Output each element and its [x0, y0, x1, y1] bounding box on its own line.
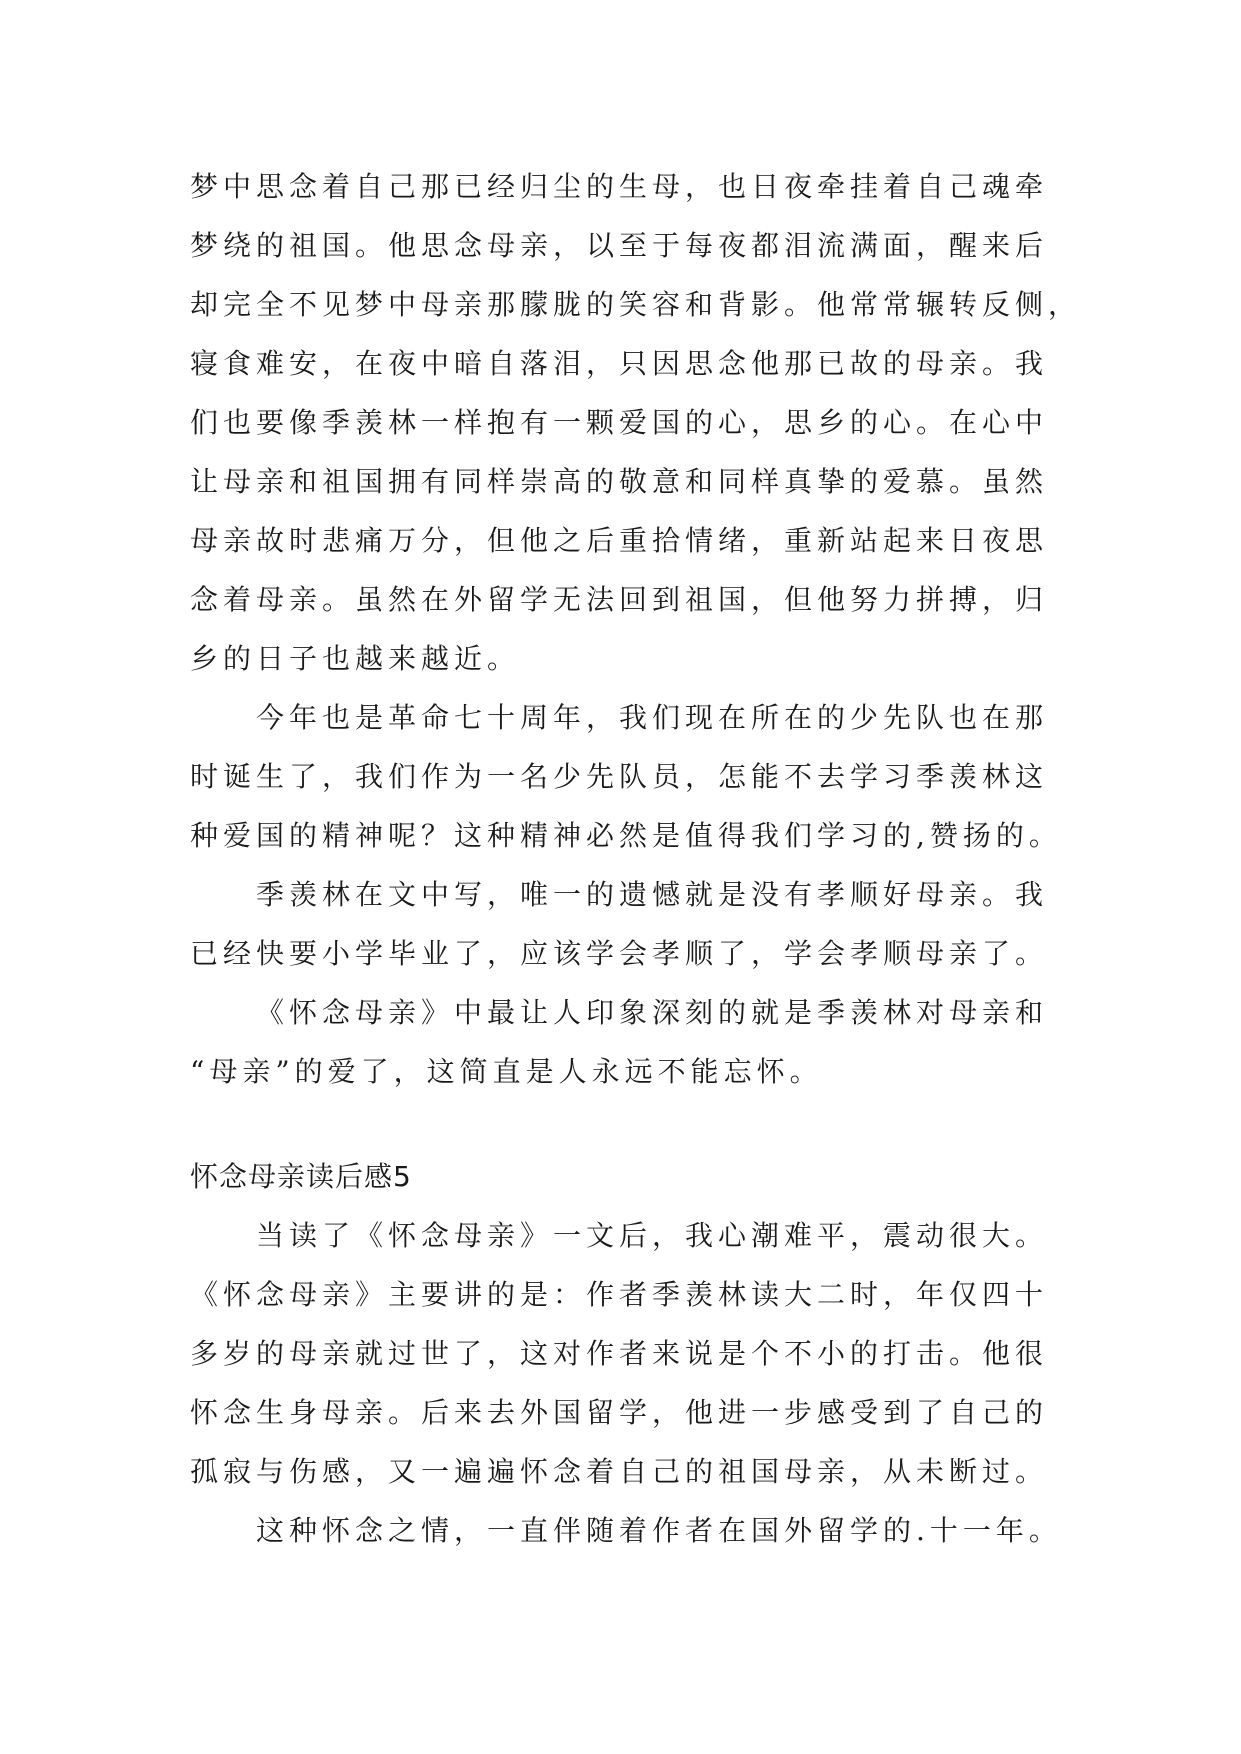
text-line: 梦绕的祖国。他思念母亲，以至于每夜都泪流满面，醒来后 — [190, 229, 1049, 262]
text-line: 梦中思念着自己那已经归尘的生母，也日夜牵挂着自己魂牵 — [190, 170, 1049, 203]
text-line: 却完全不见梦中母亲那朦胧的笑容和背影。他常常辗转反侧， — [190, 288, 1082, 321]
paragraph-start-line: 当读了《怀念母亲》一文后，我心潮难平，震动很大。 — [256, 1219, 1049, 1252]
text-line: 种爱国的精神呢？这种精神必然是值得我们学习的,赞扬的。 — [190, 819, 1062, 852]
text-line: 们也要像季羡林一样抱有一颗爱国的心，思乡的心。在心中 — [190, 406, 1049, 439]
paragraph-start-line: 季羡林在文中写，唯一的遗憾就是没有孝顺好母亲。我 — [256, 878, 1049, 911]
paragraph-start-line: 《怀念母亲》中最让人印象深刻的就是季羡林对母亲和 — [256, 996, 1049, 1029]
text-line: 孤寂与伤感，又一遍遍怀念着自己的祖国母亲，从未断过。 — [190, 1455, 1049, 1488]
text-line: 念着母亲。虽然在外留学无法回到祖国，但他努力拼搏，归 — [190, 583, 1049, 616]
text-line: 怀念生身母亲。后来去外国留学，他进一步感受到了自己的 — [190, 1396, 1049, 1429]
essay-body-part-1 — [190, 157, 1090, 1101]
paragraph-start-line: 今年也是革命七十周年，我们现在所在的少先队也在那 — [256, 701, 1049, 734]
text-line: 让母亲和祖国拥有同样崇高的敬意和同样真挚的爱慕。虽然 — [190, 465, 1049, 498]
text-line: 母亲故时悲痛万分，但他之后重拾情绪，重新站起来日夜思 — [190, 524, 1049, 557]
section-heading: 怀念母亲读后感5 — [190, 1160, 412, 1193]
paragraph-start-line: 这种怀念之情，一直伴随着作者在国外留学的.十一年。 — [256, 1514, 1062, 1547]
text-line: “母亲”的爱了，这简直是人永远不能忘怀。 — [190, 1055, 823, 1088]
text-line: 寝食难安，在夜中暗自落泪，只因思念他那已故的母亲。我 — [190, 347, 1049, 380]
text-line: 多岁的母亲就过世了，这对作者来说是个不小的打击。他很 — [190, 1337, 1049, 1370]
text-line: 已经快要小学毕业了，应该学会孝顺了，学会孝顺母亲了。 — [190, 937, 1049, 970]
text-line: 乡的日子也越来越近。 — [190, 642, 521, 675]
text-line: 时诞生了，我们作为一名少先队员，怎能不去学习季羡林这 — [190, 760, 1049, 793]
text-line: 《怀念母亲》主要讲的是：作者季羡林读大二时，年仅四十 — [190, 1278, 1049, 1311]
essay-body-part-2 — [190, 1206, 1090, 1560]
